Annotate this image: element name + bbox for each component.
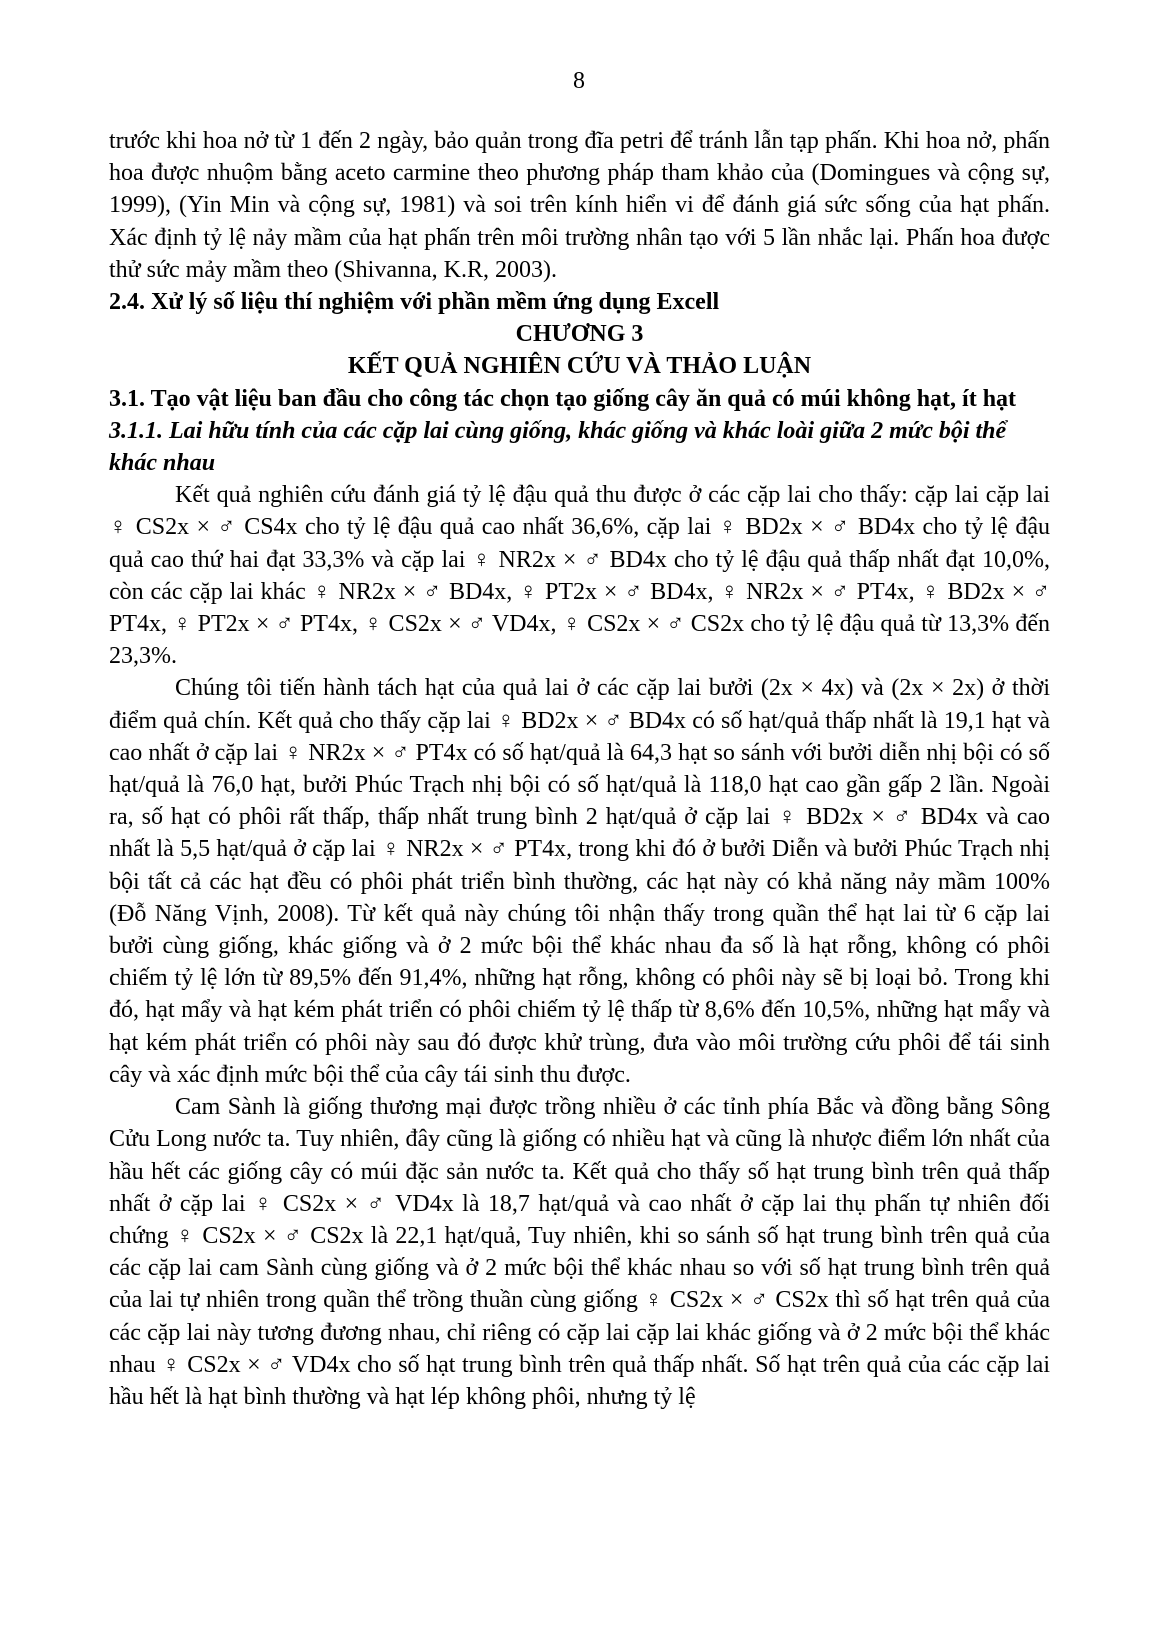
body-paragraph-seed-count: Chúng tôi tiến hành tách hạt của quả lai ở các cặp lai bưởi (2x × 4x) và (2x × 2x) ở thời điểm quả chín. Kết quả cho thấy cặp lai ♀ BD2x × ♂ BD4x có số hạt/quả thấp nhất là 19,1 hạt và cao nhất ở cặp lai ♀ NR2x × ♂ PT4x có số hạt/quả là 64,3 hạt so sánh với bưởi diễn nhị bội có số hạt/quả là 76,0 hạt, bưởi Phúc Trạch nhị bội có số hạt/quả là 118,0 hạt cao gần gấp 2 lần. Ngoài ra, số hạt có phôi rất thấp, thấp nhất trung bình 2 hạt/quả ở cặp lai ♀ BD2x × ♂ BD4x và cao nhất là 5,5 hạt/quả ở cặp lai ♀ NR2x × ♂ PT4x, trong khi đó ở bưởi Diễn và bưởi Phúc Trạch nhị bội tất cả các hạt đều có phôi phát triển bình thường, các hạt này có khả năng nảy mầm 100% (Đỗ Năng Vịnh, 2008). Từ kết quả này chúng tôi nhận thấy trong quần thể hạt lai từ 6 cặp lai bưởi cùng giống, khác giống và ở 2 mức bội thể khác nhau đa số là hạt rỗng, không có phôi chiếm tỷ lệ lớn từ 89,5% đến 91,4%, những hạt rỗng, không có phôi này sẽ bị loại bỏ. Trong khi đó, hạt mẩy và hạt kém phát triển có phôi chiếm tỷ lệ thấp từ 8,6% đến 10,5%, những hạt mẩy và hạt kém phát triển có phôi này sau đó được khử trùng, đưa vào môi trường cứu phôi để tái sinh cây và xác định mức bội thể của cây tái sinh thu được. (109, 675, 1050, 1088)
chapter-label: CHƯƠNG 3 (515, 321, 644, 348)
chapter-title: KẾT QUẢ NGHIÊN CỨU VÀ THẢO LUẬN (347, 353, 812, 380)
intro-paragraph: trước khi hoa nở từ 1 đến 2 ngày, bảo quản trong đĩa petri để tránh lẫn tạp phấn. Khi hoa nở, phấn hoa được nhuộm bằng aceto carmine theo phương pháp tham khảo của (Domingues và cộng sự, 1999), (Yin Min và cộng sự, 1981) và soi trên kính hiển vi để đánh giá sức sống của hạt phấn. Xác định tỷ lệ nảy mầm của hạt phấn trên môi trường nhân tạo với 5 lần nhắc lại. Phấn hoa được thử sức mảy mầm theo (Shivanna, K.R, 2003). (109, 128, 1050, 283)
section-heading-2-4: 2.4. Xử lý số liệu thí nghiệm với phần mềm ứng dụng Excell (109, 289, 720, 316)
page-number: 8 (573, 68, 585, 94)
subsection-heading-3-1-1: 3.1.1. Lai hữu tính của các cặp lai cùng giống, khác giống và khác loài giữa 2 mức bội thể khác nhau (109, 417, 1007, 477)
section-heading-3-1: 3.1. Tạo vật liệu ban đầu cho công tác chọn tạo giống cây ăn quả có múi không hạt, ít hạt (109, 385, 1017, 412)
page-body (109, 125, 1050, 1413)
body-paragraph-fruit-set: Kết quả nghiên cứu đánh giá tỷ lệ đậu quả thu được ở các cặp lai cho thấy: cặp lai cặp lai ♀ CS2x × ♂ CS4x cho tỷ lệ đậu quả cao nhất 36,6%, cặp lai ♀ BD2x × ♂ BD4x cho tỷ lệ đậu quả cao thứ hai đạt 33,3% và cặp lai ♀ NR2x × ♂ BD4x cho tỷ lệ đậu quả thấp nhất đạt 10,0%, còn các cặp lai khác ♀ NR2x × ♂ BD4x, ♀ PT2x × ♂ BD4x, ♀ NR2x × ♂ PT4x, ♀ BD2x × ♂ PT4x, ♀ PT2x × ♂ PT4x, ♀ CS2x × ♂ VD4x, ♀ CS2x × ♂ CS2x cho tỷ lệ đậu quả từ 13,3% đến 23,3%. (109, 482, 1050, 670)
body-paragraph-cam-sanh: Cam Sành là giống thương mại được trồng nhiều ở các tỉnh phía Bắc và đồng bằng Sông Cửu Long nước ta. Tuy nhiên, đây cũng là giống có nhiều hạt và cũng là nhược điểm lớn nhất của hầu hết các giống cây có múi đặc sản nước ta. Kết quả cho thấy số hạt trung bình trên quả thấp nhất ở cặp lai ♀ CS2x × ♂ VD4x là 18,7 hạt/quả và cao nhất ở cặp lai thụ phấn tự nhiên đối chứng ♀ CS2x × ♂ CS2x là 22,1 hạt/quả, Tuy nhiên, khi so sánh số hạt trung bình trên quả của các cặp lai cam Sành cùng giống và ở 2 mức bội thể khác nhau so với số hạt trung bình trên quả của lai tự nhiên trong quần thể trồng thuần cùng giống ♀ CS2x × ♂ CS2x thì số hạt trên quả của các cặp lai này tương đương nhau, chỉ riêng có cặp lai cặp lai khác giống và ở 2 mức bội thể khác nhau ♀ CS2x × ♂ VD4x cho số hạt trung bình trên quả thấp nhất. Số hạt trên quả của các cặp lai hầu hết là hạt bình thường và hạt lép không phôi, nhưng tỷ lệ (109, 1094, 1050, 1410)
